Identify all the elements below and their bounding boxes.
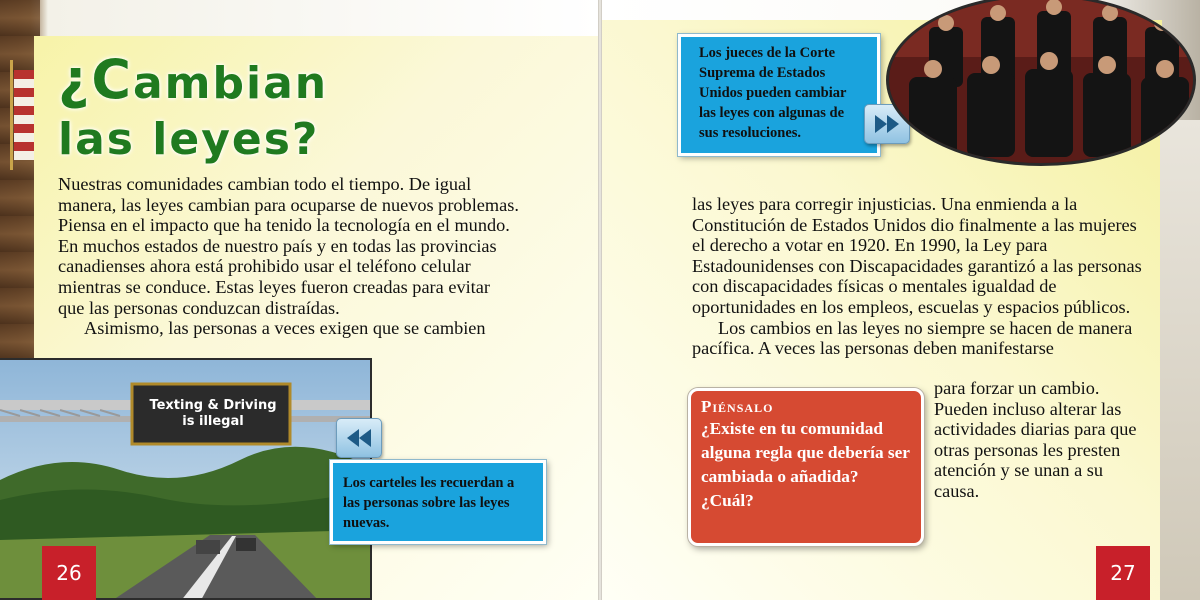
think-about-it-box <box>688 388 924 546</box>
page-title <box>58 48 438 168</box>
paragraph-1: Nuestras comunidades cambian todo el tiempo. De igual manera, las leyes cambian para ocuparse de nuevos problemas. Piensa en el impacto que ha tenido la tecnología en el mundo. En muchos estados de nuestro país y en todas las provincias canadienses ahora está prohibido usar el teléfono celular mientras se conduce. Estas leyes fueron creadas para evitar que las personas conduzcan distraídas. <box>58 174 519 318</box>
paragraph-2-start: Asimismo, las personas a veces exigen que se cambien <box>84 318 486 339</box>
sign-text <box>138 398 288 430</box>
sign-line-1: Texting & Driving <box>149 398 277 413</box>
rewind-icon <box>344 427 374 449</box>
right-body-text <box>692 194 1142 359</box>
back-button[interactable] <box>336 418 382 458</box>
page-number-right: 27 <box>1096 546 1150 600</box>
page-number-left: 26 <box>42 546 96 600</box>
left-body-text <box>58 174 520 339</box>
sign-caption: Los carteles les recuerdan a las personas sobre las leyes nuevas. <box>330 460 546 544</box>
think-question: ¿Existe en tu comunidad alguna regla que debería ser cambiada o añadida? ¿Cuál? <box>701 419 910 510</box>
court-caption: Los jueces de la Corte Suprema de Estados Unidos pueden cambiar las leyes con algunas de sus resoluciones. <box>678 34 880 156</box>
title-line-2: las leyes? <box>58 114 320 165</box>
paragraph-2-cont: las leyes para corregir injusticias. Una enmienda a la Constitución de Estados Unidos dio finalmente a las mujeres el derecho a votar en 1920. En 1990, la Ley para Estadounidenses con Discapacidades garantizó a las personas con discapacidades físicas o mentales igualdad de oportunidades en los empleos, escuelas y espacios públicos. <box>692 194 1142 317</box>
fast-forward-icon <box>872 113 902 135</box>
right-body-text-wrap: para forzar un cambio. Pueden incluso alterar las actividades diarias para que otras personas les presten atención y se unan a su causa. <box>934 378 1137 501</box>
flag-icon <box>14 70 36 160</box>
supreme-court-photo <box>886 0 1196 166</box>
paragraph-3-start: Los cambios en las leyes no siempre se hacen de manera pacífica. A veces las personas deben manifestarse <box>692 317 1133 359</box>
flag-pole <box>10 60 13 170</box>
think-title: Piénsalo <box>701 397 774 416</box>
title-line-1: ¿Cambian <box>58 48 329 111</box>
marble-backdrop <box>1160 120 1200 600</box>
book-gutter <box>598 0 602 600</box>
sign-line-2: is illegal <box>182 414 244 429</box>
